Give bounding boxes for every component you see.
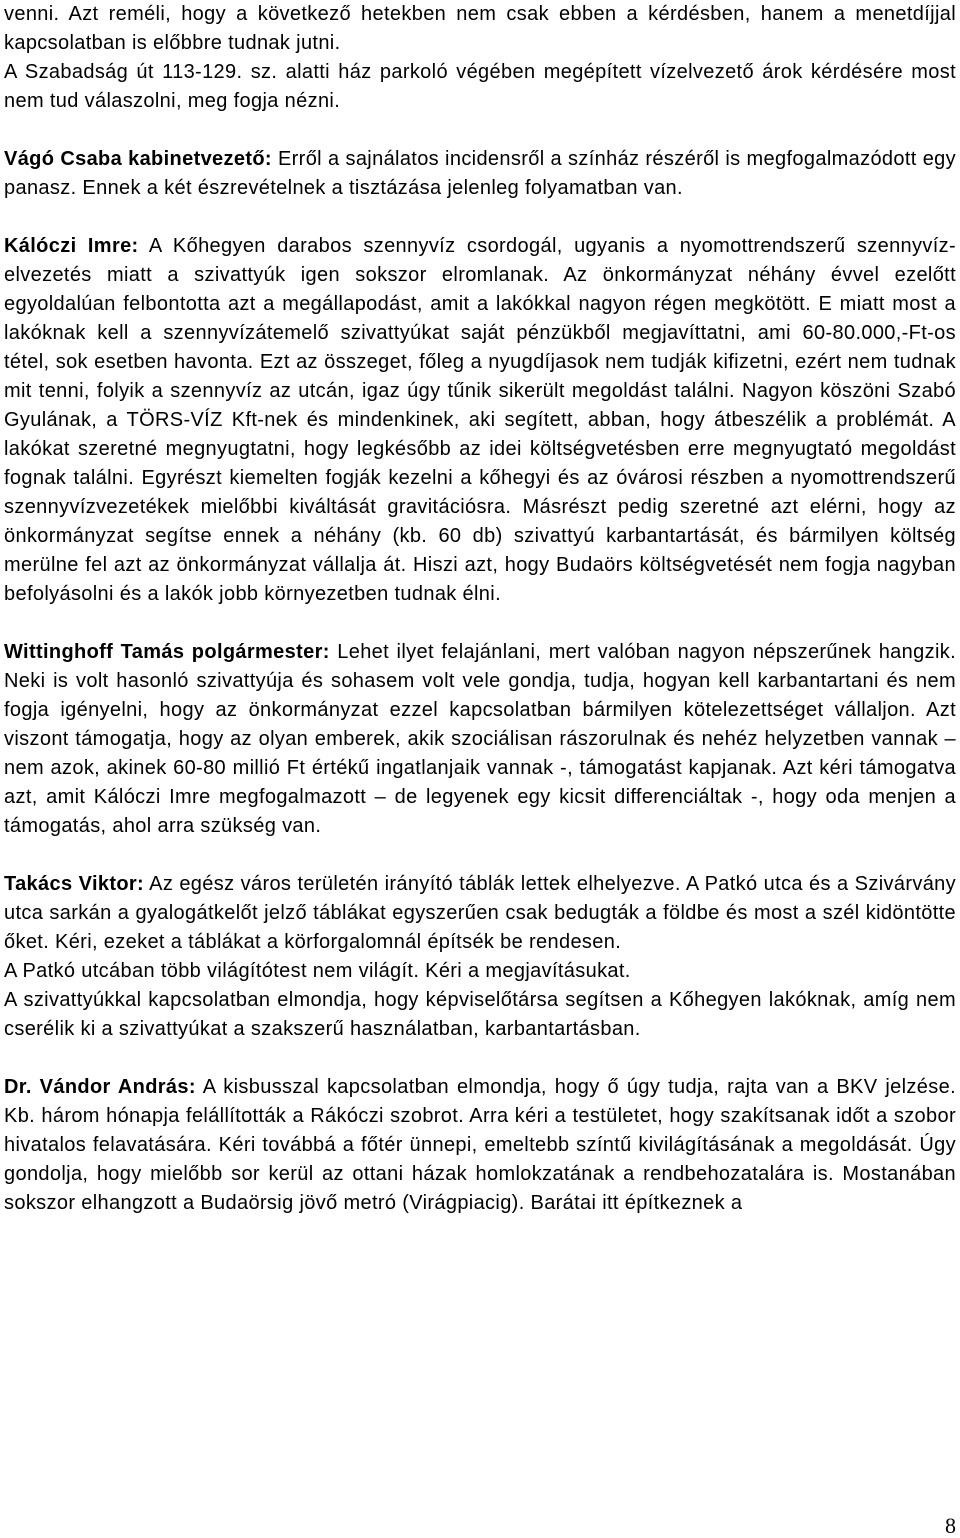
paragraph [4,957,956,986]
page-number: 8 [945,1513,956,1538]
paragraph-text: A Patkó utcában több világítótest nem világít. Kéri a megjavításukat. [4,960,631,982]
paragraph [4,0,956,58]
speaker-name: Wittinghoff Tamás polgármester: [4,641,330,663]
paragraph-text: Lehet ilyet felajánlani, mert valóban nagyon népszerűnek hangzik. Neki is volt hasonló szivattyúja és sohasem volt vele gondja, tudja, hogyan kell karbantartani és nem fogja igényelni, hogy az önkormányzat ezzel kapcsolatban bármilyen kötelezettséget vállaljon. Azt viszont támogatja, hogy az olyan emberek, akik szociálisan rászorulnak és nehéz helyzetben vannak – nem azok, akinek 60-80 millió Ft értékű ingatlanjaik vannak -, támogatást kapjanak. Azt kéri támogatva azt, amit Kálóczi Imre megfogalmazott – de legyenek egy kicsit differenciáltak -, hogy oda menjen a támogatás, ahol arra szükség van. [4,641,956,837]
paragraph-text: Az egész város területén irányító táblák lettek elhelyezve. A Patkó utca és a Szivárvány utca sarkán a gyalogátkelőt jelző táblákat egyszerűen csak bedugták a földbe és most a szél kidöntötte őket. Kéri, ezeket a táblákat a körforgalomnál építsék be rendesen. [4,873,956,953]
speaker-name: Takács Viktor: [4,873,145,895]
paragraph [4,58,956,116]
speaker-name: Vágó Csaba kabinetvezető: [4,148,272,170]
paragraph-text: A kisbusszal kapcsolatban elmondja, hogy ő úgy tudja, rajta van a BKV jelzése. Kb. három hónapja felállították a Rákóczi szobrot. Arra kéri a testületet, hogy szakítsanak időt a szobor hivatalos felavatására. Kéri továbbá a főtér ünnepi, emeltebb színtű kivilágításának a megoldását. Úgy gondolja, hogy mielőbb sor kerül az ottani házak homlokzatának a rendbehozatalára is. Mostanában sokszor elhangzott a Budaörsig jövő metró (Virágpiacig). Barátai itt építkeznek a [4,1076,956,1214]
speaker-name: Dr. Vándor András: [4,1076,196,1098]
paragraph [4,870,956,957]
paragraph [4,1073,956,1218]
paragraph-text: venni. Azt reméli, hogy a következő hetekben nem csak ebben a kérdésben, hanem a menetdíjjal kapcsolatban is előbbre tudnak jutni. [4,3,956,54]
paragraph [4,232,956,609]
paragraph-text: A szivattyúkkal kapcsolatban elmondja, hogy képviselőtársa segítsen a Kőhegyen lakóknak, amíg nem cserélik ki a szivattyúkat a szakszerű használatban, karbantartásban. [4,989,956,1040]
paragraph [4,145,956,203]
paragraph [4,986,956,1044]
paragraph [4,638,956,841]
speaker-name: Kálóczi Imre: [4,235,139,257]
document-body [4,0,956,1218]
paragraph-text: A Kőhegyen darabos szennyvíz csordogál, ugyanis a nyomottrendszerű szennyvíz-elvezetés miatt a szivattyúk igen sokszor elromlanak. Az önkormányzat néhány évvel ezelőtt egyoldalúan felbontotta azt a megállapodást, amit a lakókkal nagyon régen megkötött. E miatt most a lakóknak kell a szennyvízátemelő szivattyúkat saját pénzükből megjavíttatni, ami 60-80.000,-Ft-os tétel, sok esetben havonta. Ezt az összeget, főleg a nyugdíjasok nem tudják kifizetni, ezért nem tudnak mit tenni, folyik a szennyvíz az utcán, igaz úgy tűnik sikerült megoldást találni. Nagyon köszöni Szabó Gyulának, a TÖRS-VÍZ Kft-nek és mindenkinek, aki segített, abban, hogy átbeszélik a problémát. A lakókat szeretné megnyugtatni, hogy legkésőbb az idei költségvetésben erre megnyugtató megoldást fognak találni. Egyrészt kiemelten fogják kezelni a kőhegyi és az óvárosi részben a nyomottrendszerű szennyvízvezetékek mielőbbi kiváltását gravitációsra. Másrészt pedig szeretné azt elérni, hogy az önkormányzat segítse ennek a néhány (kb. 60 db) szivattyú karbantartását, és bármilyen költség merülne fel azt az önkormányzat vállalja át. Hiszi azt, hogy Budaörs költségvetését nem fogja nagyban befolyásolni és a lakók jobb környezetben tudnak élni. [4,235,956,605]
paragraph-text: Erről a sajnálatos incidensről a színház részéről is megfogalmazódott egy panasz. Ennek a két észrevételnek a tisztázása jelenleg folyamatban van. [4,148,956,199]
paragraph-text: A Szabadság út 113-129. sz. alatti ház parkoló végében megépített vízelvezető árok kérdésére most nem tud válaszolni, meg fogja nézni. [4,61,956,112]
